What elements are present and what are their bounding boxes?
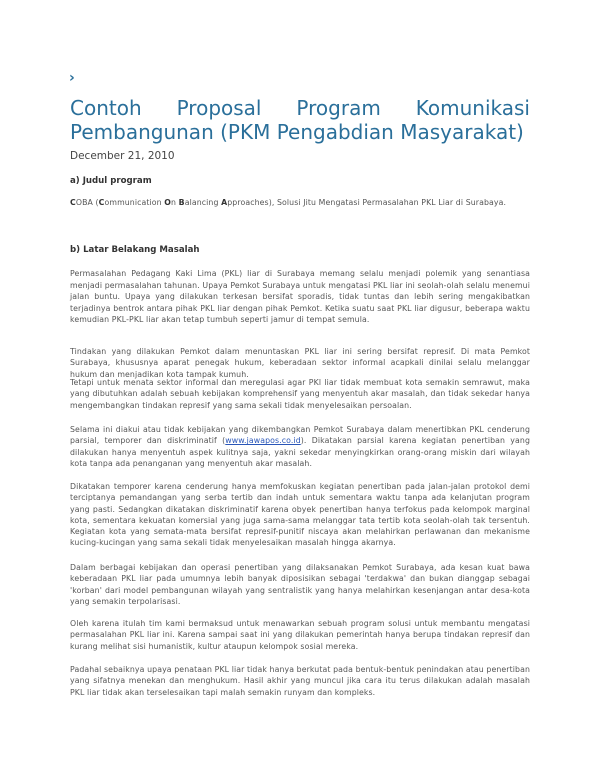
paragraph-1: Permasalahan Pedagang Kaki Lima (PKL) liar di Surabaya memang selalu menjadi polemik yang senantiasa menjadi permasalahan tahunan. Upaya Pemkot Surabaya untuk mengatasi PKL liar ini seolah-olah selalu menemui jalan buntu. Upaya yang dilakukan terkesan bersifat sporadis, tidak tuntas dan lebih sering mengakibatkan terjadinya bentrok antara pihak PKL liar dengan pihak Pemkot. Ketika suatu saat PKL liar digusur, beberapa waktu kemudian PKL-PKL liar akan tetap tumbuh seperti jamur di tempat semula. [70, 269, 530, 325]
paragraph-3: Tetapi untuk menata sektor informal dan meregulasi agar PKl liar tidak membuat kota semakin semrawut, maka yang dibutuhkan adalah sebuah kebijakan komprehensif yang menyentuh akar masalah, dan tidak sekedar hanya mengembangkan tindakan represif yang sama sekali tidak menyelesaikan persoalan. [70, 378, 530, 410]
jawapos-link[interactable]: www.jawapos.co.id [225, 436, 301, 446]
chevron-icon: › [69, 70, 75, 86]
paragraph-6: Dalam berbagai kebijakan dan operasi penertiban yang dilaksanakan Pemkot Surabaya, ada kesan kuat bawa keberadaan PKL liar pada umumnya lebih banyak diposisikan sebagai 'terdakwa' dan bukan dianggap sebagai 'korban' dari model pembangunan wilayah yang sentralistik yang hanya melahirkan kesenjangan antar desa-kota yang semakin terpolarisasi. [70, 563, 530, 606]
coba-paragraph: COBA (Communication On Balancing Approaches), Solusi Jitu Mengatasi Permasalahan PKL Liar di Surabaya. [70, 198, 507, 207]
heading-judul-program: a) Judul program [70, 176, 152, 186]
paragraph-4: Selama ini diakui atau tidak kebijakan yang dikembangkan Pemkot Surabaya dalam menertibkan PKL cenderung parsial, temporer dan diskriminatif (www.jawapos.co.id). Dikatakan parsial karena kegiatan penertiban yang dilakukan hanya menyentuh aspek kulitnya saja, yakni sekedar menyingkirkan orang-orang miskin dari wilayah kota tanpa ada penanganan yang menyentuh akar masalah. [70, 425, 530, 468]
paragraph-7: Oleh karena itulah tim kami bermaksud untuk menawarkan sebuah program solusi untuk membantu mengatasi permasalahan PKL liar ini. Karena sampai saat ini yang dilakukan pemerintah hanya berupa tindakan represif dan kurang melihat sisi humanistik, kultur ataupun kelompok sosial mereka. [70, 619, 530, 651]
paragraph-8: Padahal sebaiknya upaya penataan PKL liar tidak hanya berkutat pada bentuk-bentuk penindakan atau penertiban yang sifatnya menekan dan menghukum. Hasil akhir yang muncul jika cara itu terus dilakukan adalah masalah PKL liar tidak akan terselesaikan tapi malah semakin runyam dan kompleks. [70, 665, 530, 697]
post-date: December 21, 2010 [70, 150, 175, 162]
document-title: Contoh Proposal Program Komunikasi Pembangunan (PKM Pengabdian Masyarakat) [70, 96, 530, 144]
paragraph-2: Tindakan yang dilakukan Pemkot dalam menuntaskan PKL liar ini sering bersifat represif. Di mata Pemkot Surabaya, khususnya aparat penegak hukum, keberadaan sektor informal acapkali dinilai selalu melanggar hukum dan menjadikan kota tampak kumuh. [70, 347, 530, 379]
paragraph-5: Dikatakan temporer karena cenderung hanya memfokuskan kegiatan penertiban pada jalan-jalan protokol demi terciptanya pemandangan yang serba tertib dan indah untuk sementara waktu tanpa ada kelanjutan program yang pasti. Sedangkan dikatakan diskriminatif karena obyek penertiban hanya terfokus pada kelompok marginal kota, sementara kekuatan komersial yang juga sama-sama melanggar tata tertib kota seolah-olah tak tersentuh. Kegiatan kota yang semata-mata bersifat represif-punitif niscaya akan melahirkan perlawanan dan mekanisme kucing-kucingan yang sama sekali tidak menyelesaikan masalah hingga akarnya. [70, 482, 530, 548]
heading-latar-belakang: b) Latar Belakang Masalah [70, 245, 200, 255]
